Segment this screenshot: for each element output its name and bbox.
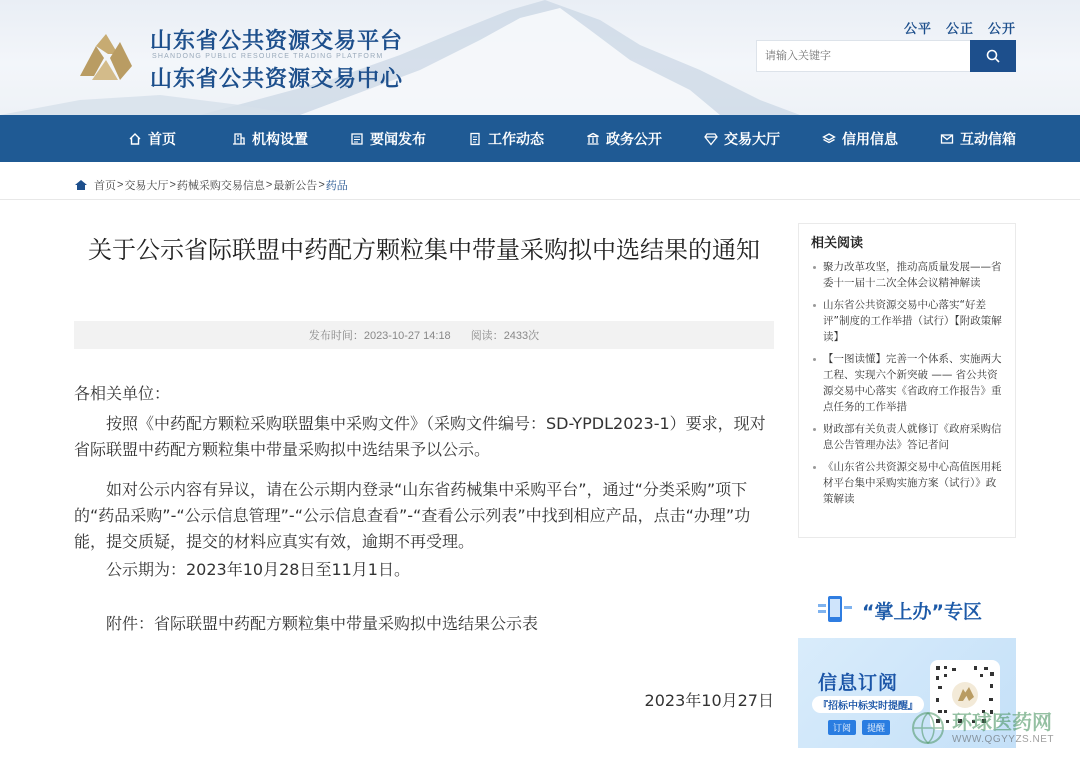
salutation: 各相关单位：	[74, 384, 171, 403]
nav-item-credit[interactable]	[801, 115, 919, 162]
subscribe-buttons	[828, 720, 890, 735]
site-logo[interactable]	[74, 30, 136, 86]
attachment-link[interactable]: 附件：省际联盟中药配方颗粒集中带量采购拟中选结果公示表	[106, 614, 539, 633]
slogan-open: 公开	[987, 21, 1016, 36]
slogan-fair: 公平	[903, 21, 932, 36]
publish-time	[309, 327, 451, 343]
nav-item-organization[interactable]	[211, 115, 329, 162]
related-item[interactable]: 山东省公共资源交易中心落实“好差评”制度的工作举措（试行）【附政策解读】	[811, 297, 1003, 345]
article-title: 关于公示省际联盟中药配方颗粒集中带量采购拟中选结果的通知	[88, 236, 760, 264]
nav-item-work[interactable]	[447, 115, 565, 162]
remind-button[interactable]: 提醒	[862, 720, 890, 735]
building-icon	[232, 132, 246, 146]
breadcrumb-latest[interactable]: 最新公告	[273, 180, 318, 192]
search-icon	[986, 49, 1000, 63]
divider	[0, 199, 1080, 200]
layers-icon	[822, 132, 836, 146]
mail-icon	[940, 132, 954, 146]
mobile-zone-banner[interactable]	[816, 592, 996, 628]
views-label: 阅读：	[470, 330, 504, 342]
breadcrumb-separator: >	[117, 179, 124, 191]
article-date: 2023年10月27日	[644, 691, 774, 710]
related-item[interactable]: 财政部有关负责人就修订《政府采购信息公告管理办法》答记者问	[811, 421, 1003, 453]
home-icon	[128, 132, 142, 146]
breadcrumb-home[interactable]: 首页	[94, 180, 116, 192]
nav-item-home[interactable]	[93, 115, 211, 162]
nav-label: 首页	[148, 130, 176, 147]
related-item[interactable]: 【一图读懂】完善一个体系、实施两大工程、实现六个新突破 —— 省公共资源交易中心落实《省政府工作报告》重点任务的工作举措	[811, 351, 1003, 415]
related-reading	[798, 223, 1016, 538]
paragraph-1: 按照《中药配方颗粒采购联盟集中采购文件》（采购文件编号：SD-YPDL2023-1）要求，现对省际联盟中药配方颗粒集中带量采购拟中选结果予以公示。	[74, 414, 766, 459]
diamond-icon	[704, 132, 718, 146]
related-item[interactable]: 聚力改革攻坚，推动高质量发展——省委十一届十二次全体会议精神解读	[811, 259, 1003, 291]
nav-label: 政务公开	[606, 130, 662, 147]
watermark-text: 环球医药网	[952, 710, 1052, 734]
nav-item-government[interactable]	[565, 115, 683, 162]
site-header	[0, 0, 1080, 115]
brand-title-platform: 山东省公共资源交易平台	[150, 29, 404, 54]
views-value: 2433次	[503, 330, 540, 342]
nav-item-trading-hall[interactable]	[683, 115, 801, 162]
brand-title-center: 山东省公共资源交易中心	[150, 67, 404, 92]
search-input[interactable]	[756, 40, 970, 72]
article-meta	[74, 321, 774, 349]
watermark-url: WWW.QGYYZS.NET	[952, 734, 1054, 745]
related-item[interactable]: 《山东省公共资源交易中心高值医用耗材平台集中采购实施方案（试行）》政策解读	[811, 459, 1003, 507]
nav-label: 要闻发布	[370, 130, 426, 147]
slogan-just: 公正	[945, 21, 974, 36]
nav-label: 信用信息	[842, 130, 898, 147]
publish-value: 2023-10-27 14:18	[363, 330, 451, 342]
breadcrumb-separator: >	[169, 179, 176, 191]
document-icon	[468, 132, 482, 146]
subscribe-button[interactable]: 订阅	[828, 720, 856, 735]
nav-label: 互动信箱	[960, 130, 1016, 147]
subscribe-tag: 『招标中标实时提醒』	[812, 696, 924, 713]
breadcrumb-drug-device[interactable]: 药械采购交易信息	[176, 180, 265, 192]
breadcrumb-trading-hall[interactable]: 交易大厅	[124, 180, 169, 192]
subscribe-title: 信息订阅	[818, 672, 899, 694]
publish-label: 发布时间：	[308, 330, 364, 342]
breadcrumb-current[interactable]: 药品	[325, 180, 348, 192]
news-icon	[350, 132, 364, 146]
search-button[interactable]	[970, 40, 1016, 72]
zone-title: “掌上办”专区	[862, 600, 982, 623]
slogans	[904, 18, 1016, 37]
view-count	[471, 327, 539, 343]
paragraph-3: 公示期为：2023年10月28日至11月1日。	[106, 560, 410, 579]
paragraph-2: 如对公示内容有异议，请在公示期内登录“山东省药械集中采购平台”，通过“分类采购”项下的“药品采购”-“公示信息管理”-“公示信息查看”-“查看公示列表”中找到相应产品，点击“办理”功能，提交质疑，提交的材料应真实有效，逾期不再受理。	[74, 480, 751, 551]
government-icon	[586, 132, 600, 146]
home-icon	[74, 179, 88, 191]
related-title: 相关阅读	[811, 236, 864, 251]
breadcrumb	[74, 177, 348, 193]
watermark	[906, 706, 1076, 756]
breadcrumb-separator: >	[265, 179, 273, 191]
brand-english: SHANDONG PUBLIC RESOURCE TRADING PLATFORM	[152, 53, 384, 60]
nav-label: 交易大厅	[724, 130, 780, 147]
nav-label: 机构设置	[252, 130, 308, 147]
nav-item-news[interactable]	[329, 115, 447, 162]
search-box	[756, 40, 1016, 72]
nav-item-mailbox[interactable]	[919, 115, 1037, 162]
mobile-office-icon	[816, 594, 854, 626]
main-nav	[0, 115, 1080, 162]
nav-label: 工作动态	[488, 130, 544, 147]
breadcrumb-separator: >	[318, 179, 325, 191]
globe-logo-icon	[908, 710, 948, 746]
